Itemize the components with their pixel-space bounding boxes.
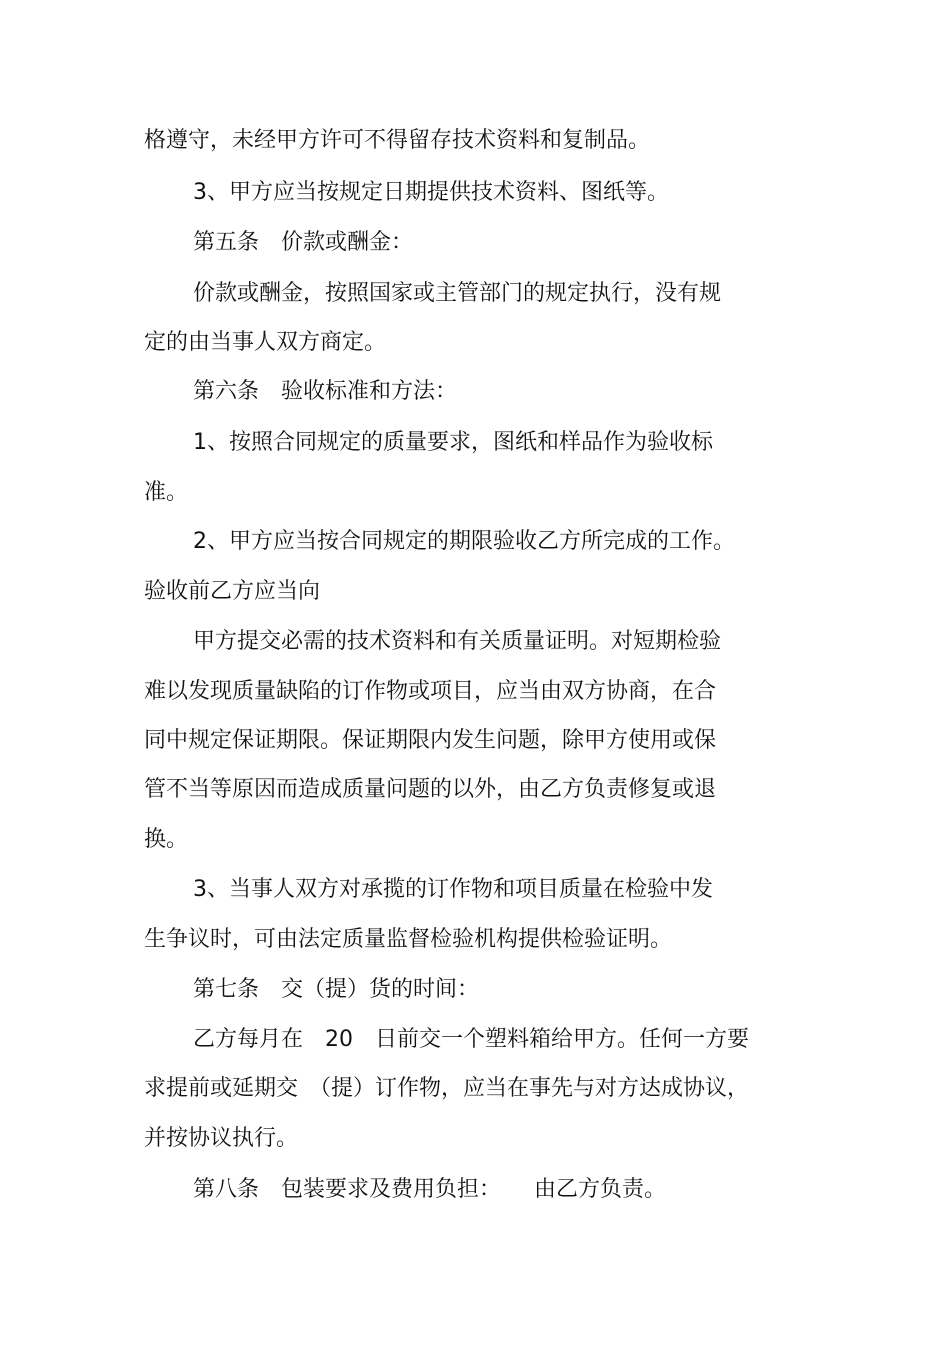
text-line: 求提前或延期交 （提）订作物，应当在事先与对方达成协议，	[144, 1076, 750, 1101]
text-line: 并按协议执行。	[144, 1126, 299, 1151]
text-line: 乙方每月在 20 日前交一个塑料箱给甲方。任何一方要	[193, 1027, 749, 1052]
text-line: 1、按照合同规定的质量要求，图纸和样品作为验收标	[193, 430, 713, 455]
text-line: 3、当事人双方对承揽的订作物和项目质量在检验中发	[193, 877, 713, 902]
text-line: 验收前乙方应当向	[144, 579, 321, 604]
text-line: 格遵守，未经甲方许可不得留存技术资料和复制品。	[144, 128, 651, 153]
section-heading: 第五条 价款或酬金：	[193, 230, 414, 255]
text-line: 准。	[144, 480, 189, 505]
section-heading: 第八条 包装要求及费用负担： 由乙方负责。	[193, 1177, 667, 1202]
text-line: 价款或酬金，按照国家或主管部门的规定执行，没有规	[193, 281, 722, 306]
text-line: 同中规定保证期限。保证期限内发生问题，除甲方使用或保	[144, 728, 717, 753]
text-line: 生争议时，可由法定质量监督检验机构提供检验证明。	[144, 927, 673, 952]
section-heading: 第七条 交（提）货的时间：	[193, 977, 480, 1002]
text-line: 管不当等原因而造成质量问题的以外，由乙方负责修复或退	[144, 777, 717, 802]
text-line: 3、甲方应当按规定日期提供技术资料、图纸等。	[193, 180, 669, 205]
text-line: 难以发现质量缺陷的订作物或项目，应当由双方协商，在合	[144, 679, 717, 704]
section-heading: 第六条 验收标准和方法：	[193, 379, 458, 404]
text-line: 甲方提交必需的技术资料和有关质量证明。对短期检验	[193, 629, 722, 654]
text-line: 2、甲方应当按合同规定的期限验收乙方所完成的工作。	[193, 529, 735, 554]
text-line: 定的由当事人双方商定。	[144, 330, 387, 355]
text-line: 换。	[144, 827, 189, 852]
